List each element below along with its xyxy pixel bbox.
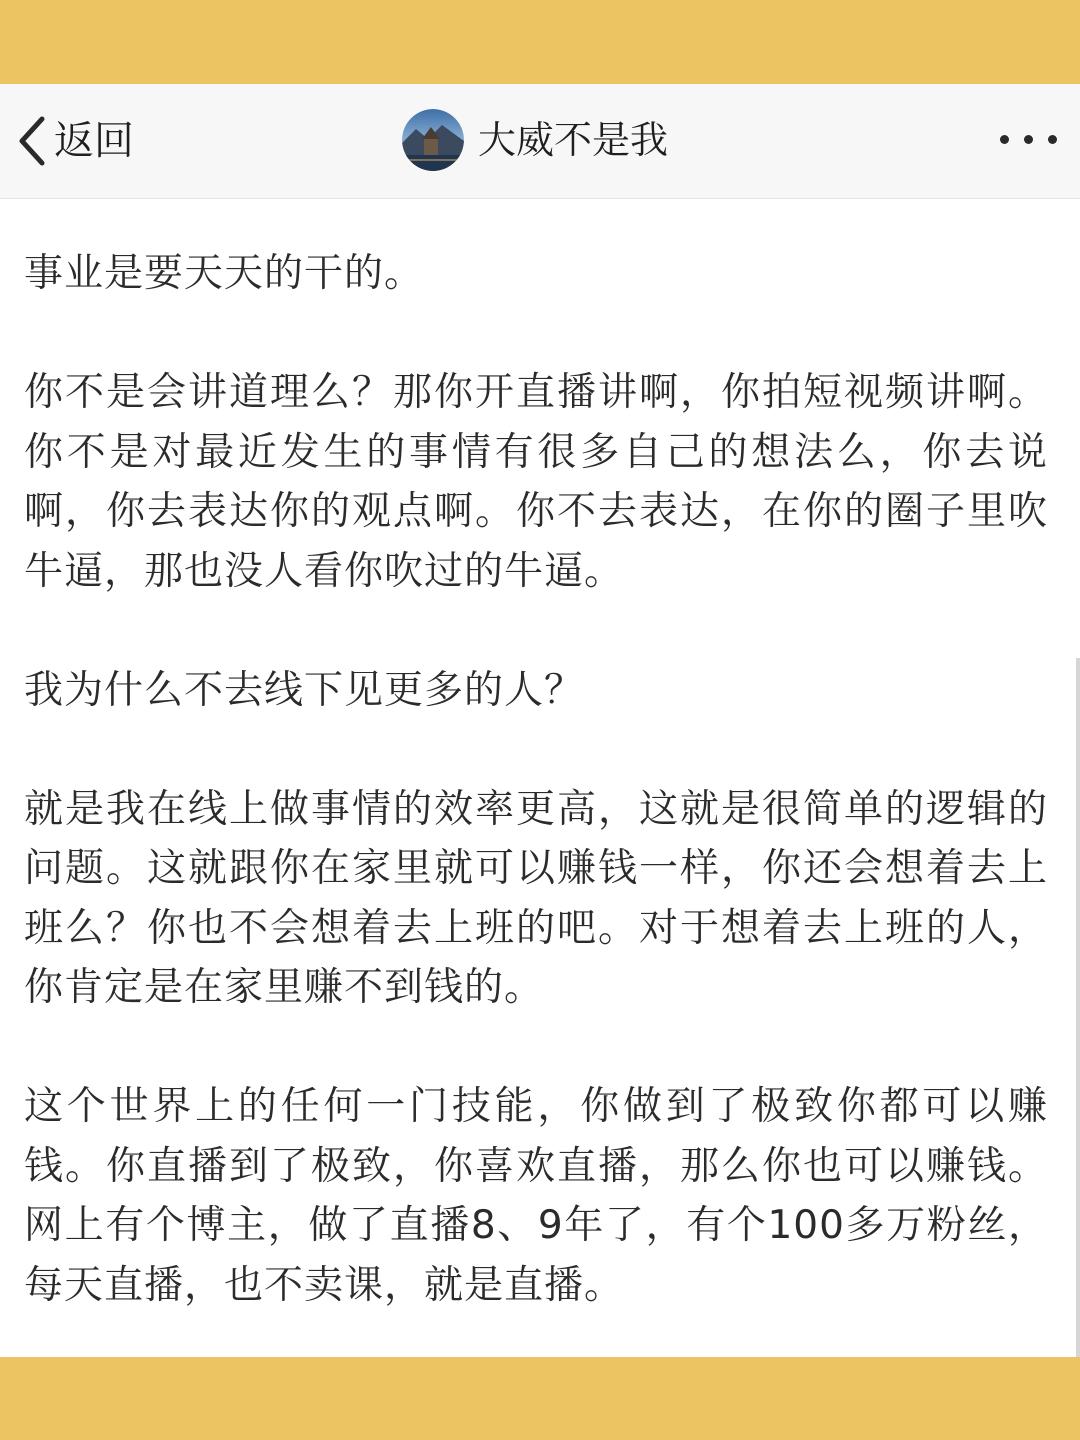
paragraph: 这个世界上的任何一门技能，你做到了极致你都可以赚钱。你直播到了极致，你喜欢直播，那么你也可以赚钱。网上有个博主，做了直播8、9年了，有个100多万粉丝，每天直播，也不卖课，就是直播。 [24, 1084, 1048, 1308]
paragraph: 我为什么不去线下见更多的人？ [24, 667, 585, 713]
profile-title-group[interactable] [402, 108, 668, 172]
paragraph: 你不是会讲道理么？那你开直播讲啊，你拍短视频讲啊。你不是对最近发生的事情有很多自己的想法么，你去说啊，你去表达你的观点啊。你不去表达，在你的圈子里吹牛逼，那也没人看你吹过的牛逼。 [24, 370, 1048, 594]
page-title: 大威不是我 [478, 118, 669, 162]
paragraph: 就是我在线上做事情的效率更高，这就是很简单的逻辑的问题。这就跟你在家里就可以赚钱一样，你还会想着去上班么？你也不会想着去上班的吧。对于想着去上班的人，你肯定是在家里赚不到钱的。 [24, 786, 1048, 1010]
top-color-band [0, 0, 1080, 84]
more-dots-icon[interactable] [996, 124, 1062, 154]
scrollbar[interactable] [1076, 658, 1080, 1358]
paragraph: 事业是要天天的干的。 [24, 251, 425, 296]
back-button[interactable] [14, 111, 134, 171]
chevron-left-icon [14, 111, 54, 171]
article-body [24, 244, 1048, 1375]
navigation-bar [0, 84, 1080, 199]
avatar[interactable] [402, 109, 464, 171]
back-label: 返回 [54, 118, 134, 164]
bottom-color-band [0, 1357, 1080, 1440]
